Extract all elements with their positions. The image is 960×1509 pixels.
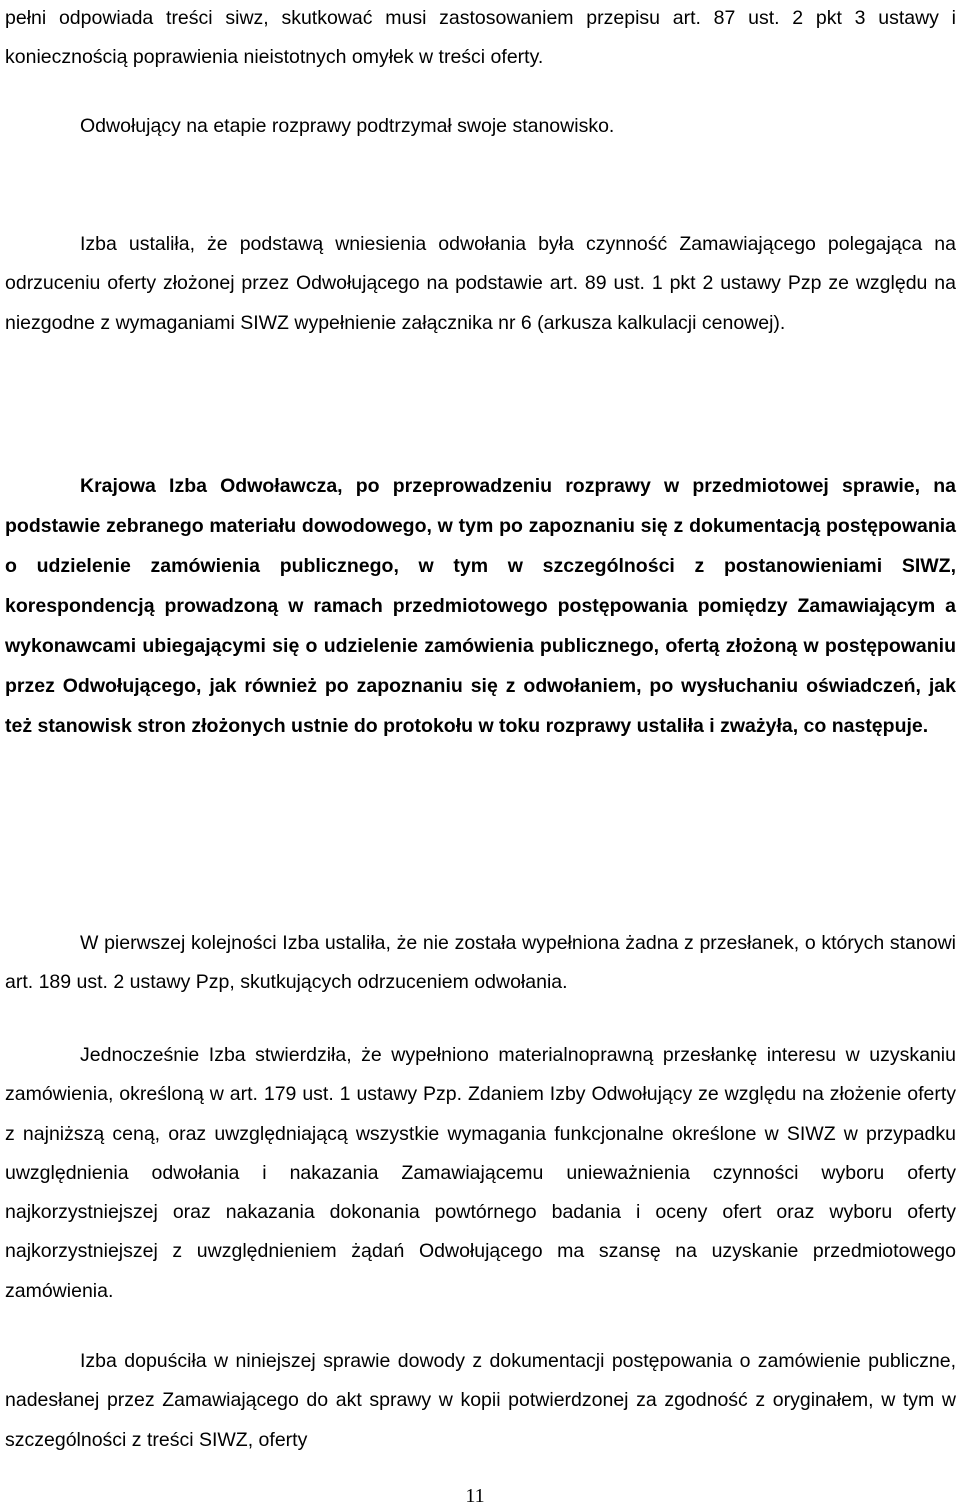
paragraph-no-grounds-for-rejection: W pierwszej kolejności Izba ustaliła, że nie została wypełniona żadna z przesłanek, o których stanowi art. 189 ust. 2 ustawy Pzp, skutkujących odrzuceniem odwołania.	[5, 932, 956, 994]
paragraph-continuation: pełni odpowiada treści siwz, skutkować musi zastosowaniem przepisu art. 87 ust. 2 pkt 3 ustawy i koniecznością poprawienia nieistotnych omyłek w treści oferty.	[5, 7, 956, 69]
paragraph-appellant-position: Odwołujący na etapie rozprawy podtrzymał swoje stanowisko.	[80, 115, 615, 137]
paragraph-evidence-admitted: Izba dopuściła w niniejszej sprawie dowody z dokumentacji postępowania o zamówienie publiczne, nadesłanej przez Zamawiającego do akt sprawy w kopii potwierdzonej za zgodność z oryginałem, w tym w szczególności z treści SIWZ, oferty	[5, 1350, 956, 1451]
page-number: 11	[465, 1485, 485, 1507]
paragraph-chamber-deliberation: Krajowa Izba Odwoławcza, po przeprowadzeniu rozprawy w przedmiotowej sprawie, na podstawie zebranego materiału dowodowego, w tym po zapoznaniu się z dokumentacją postępowania o udzielenie zamówienia publicznego, w tym w szczególności z postanowieniami SIWZ, korespondencją prowadzoną w ramach przedmiotowego postępowania pomiędzy Zamawiającym a wykonawcami ubiegającymi się o udzielenie zamówienia publicznego, ofertą złożoną w postępowaniu przez Odwołującego, jak również po zapoznaniu się z odwołaniem, po wysłuchaniu oświadczeń, jak też stanowisk stron złożonych ustnie do protokołu w toku rozprawy ustaliła i zważyła, co następuje.	[5, 475, 956, 737]
document-page	[5, 0, 956, 1509]
paragraph-chamber-findings: Izba ustaliła, że podstawą wniesienia odwołania była czynność Zamawiającego polegająca na odrzuceniu oferty złożonej przez Odwołującego na podstawie art. 89 ust. 1 pkt 2 ustawy Pzp ze względu na niezgodne z wymaganiami SIWZ wypełnienie załącznika nr 6 (arkusza kalkulacji cenowej).	[5, 233, 956, 334]
paragraph-interest-in-contract: Jednocześnie Izba stwierdziła, że wypełniono materialnoprawną przesłankę interesu w uzyskaniu zamówienia, określoną w art. 179 ust. 1 ustawy Pzp. Zdaniem Izby Odwołujący ze względu na złożenie oferty z najniższą ceną, oraz uwzględniającą wszystkie wymagania funkcjonalne określone w SIWZ w przypadku uwzględnienia odwołania i nakazania Zamawiającemu unieważnienia czynności wyboru oferty najkorzystniejszej oraz nakazania dokonania powtórnego badania i oceny ofert oraz wyboru oferty najkorzystniejszej z uwzględnieniem żądań Odwołującego ma szansę na uzyskanie przedmiotowego zamówienia.	[5, 1044, 956, 1302]
